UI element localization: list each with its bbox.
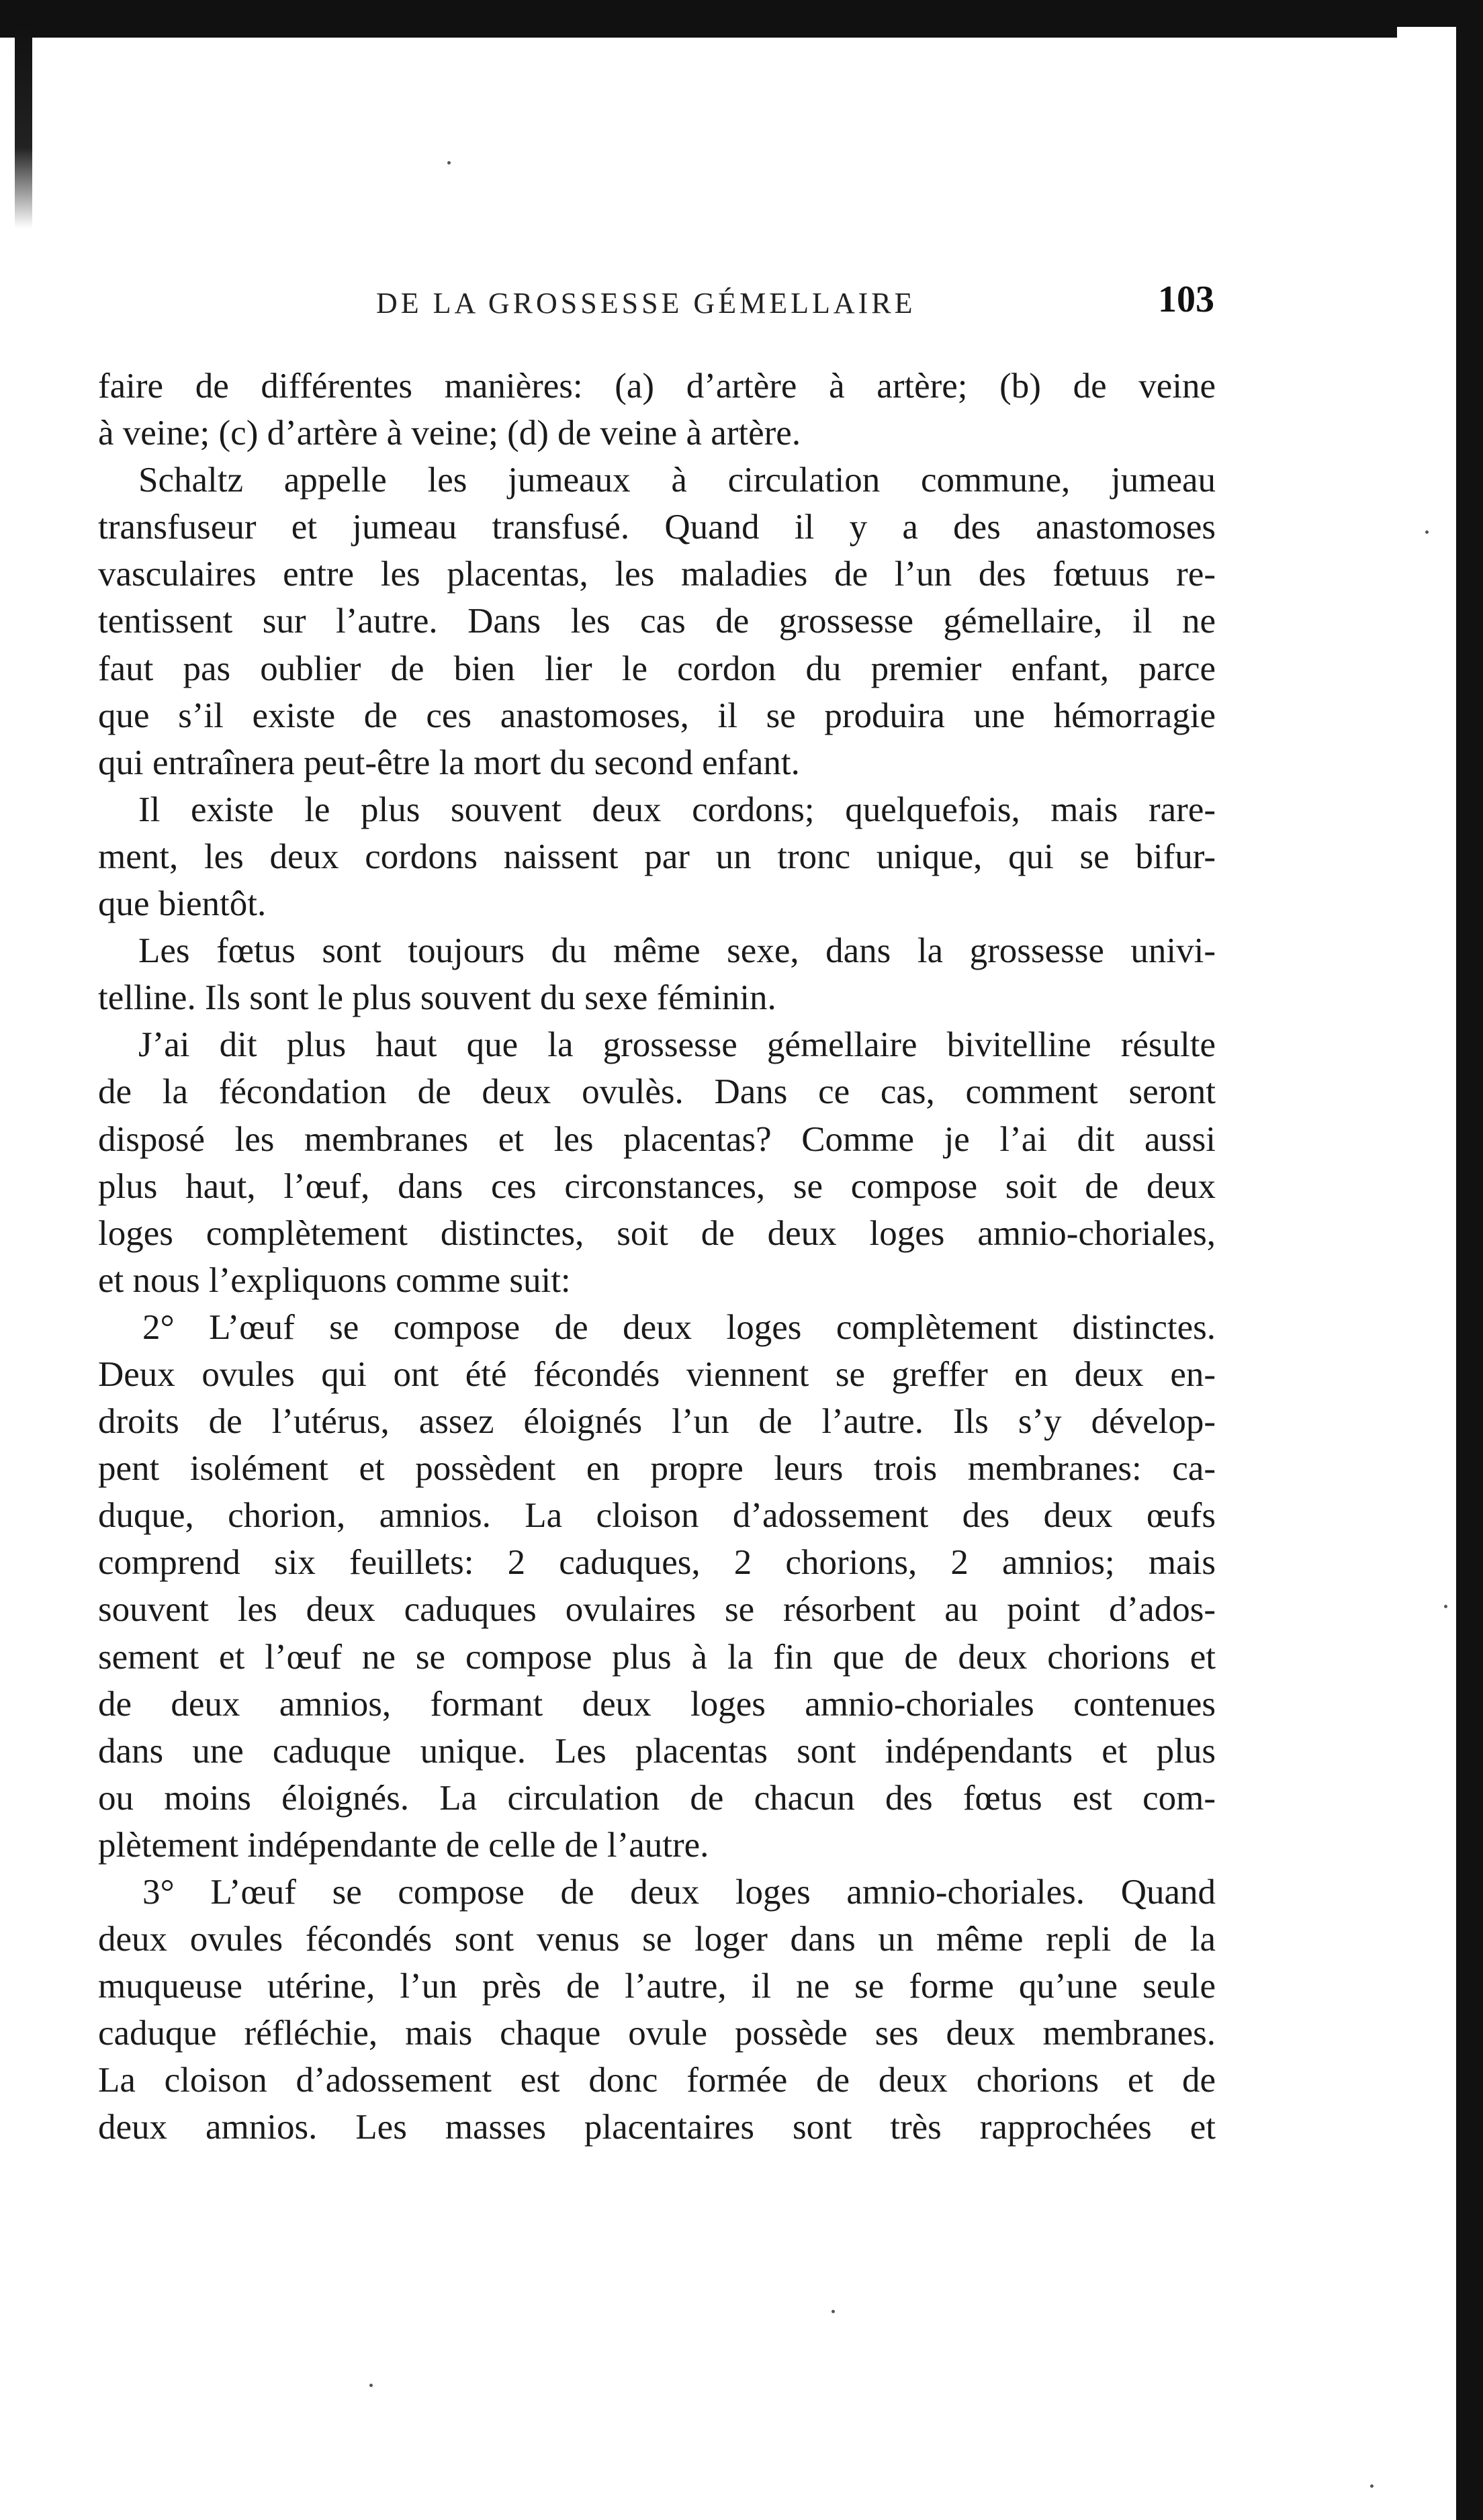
scan-border-top-inner: [0, 20, 1397, 38]
text-line: Il existe le plus souvent deux cordons; quelquefois, mais rare-: [138, 790, 1216, 829]
text-line: caduque réfléchie, mais chaque ovule possède ses deux membranes.: [98, 2014, 1216, 2053]
text-line: deux amnios. Les masses placentaires sont très rapprochées et: [98, 2108, 1216, 2147]
scan-border-right: [1456, 27, 1483, 2520]
text-line: faire de différentes manières: (a) d’artère à artère; (b) de veine: [98, 367, 1216, 406]
text-line: que bientôt.: [98, 884, 267, 924]
text-line: J’ai dit plus haut que la grossesse gémellaire bivitelline résulte: [138, 1025, 1216, 1065]
page-number: 103: [1158, 279, 1214, 320]
text-line: qui entraînera peut-être la mort du second enfant.: [98, 743, 800, 782]
text-line: vasculaires entre les placentas, les maladies de l’un des fœtuus re-: [98, 555, 1216, 594]
text-line: Les fœtus sont toujours du même sexe, dans la grossesse univi-: [138, 931, 1216, 971]
body-text: [98, 363, 1216, 2151]
running-head: DE LA GROSSESSE GÉMELLAIRE: [376, 287, 916, 320]
text-line: que s’il existe de ces anastomoses, il se produira une hémorragie: [98, 696, 1216, 735]
text-line: de deux amnios, formant deux loges amnio-choriales contenues: [98, 1684, 1216, 1724]
scan-border-left: [15, 27, 32, 228]
text-line: à veine; (c) d’artère à veine; (d) de veine à artère.: [98, 414, 801, 453]
text-line: tentissent sur l’autre. Dans les cas de grossesse gémellaire, il ne: [98, 602, 1216, 641]
text-line: loges complètement distinctes, soit de deux loges amnio-choriales,: [98, 1213, 1216, 1253]
text-line: pent isolément et possèdent en propre leurs trois membranes: ca-: [98, 1449, 1216, 1489]
text-line: muqueuse utérine, l’un près de l’autre, il ne se forme qu’une seule: [98, 1967, 1216, 2006]
text-line: transfuseur et jumeau transfusé. Quand il y a des anastomoses: [98, 508, 1216, 547]
text-line: et nous l’expliquons comme suit:: [98, 1260, 571, 1300]
text-line: plus haut, l’œuf, dans ces circonstances, se compose soit de deux: [98, 1166, 1216, 1206]
text-line: souvent les deux caduques ovulaires se résorbent au point d’ados-: [98, 1590, 1216, 1630]
text-line: Schaltz appelle les jumeaux à circulation commune, jumeau: [138, 461, 1216, 500]
text-line: deux ovules fécondés sont venus se loger dans un même repli de la: [98, 1920, 1216, 1959]
text-line: disposé les membranes et les placentas? Comme je l’ai dit aussi: [98, 1119, 1216, 1159]
text-line: comprend six feuillets: 2 caduques, 2 chorions, 2 amnios; mais: [98, 1543, 1216, 1583]
text-line: La cloison d’adossement est donc formée de deux chorions et de: [98, 2061, 1216, 2100]
text-line: faut pas oublier de bien lier le cordon du premier enfant, parce: [98, 649, 1216, 688]
text-line: ou moins éloignés. La circulation de chacun des fœtus est com-: [98, 1778, 1216, 1818]
text-line: sement et l’œuf ne se compose plus à la fin que de deux chorions et: [98, 1637, 1216, 1677]
text-line: 3° L’œuf se compose de deux loges amnio-choriales. Quand: [142, 1873, 1216, 1912]
text-line: 2° L’œuf se compose de deux loges complètement distinctes.: [142, 1307, 1216, 1347]
text-line: telline. Ils sont le plus souvent du sexe féminin.: [98, 978, 776, 1018]
text-line: de la fécondation de deux ovulès. Dans ce cas, comment seront: [98, 1072, 1216, 1112]
text-line: Deux ovules qui ont été fécondés viennent se greffer en deux en-: [98, 1354, 1216, 1394]
text-line: dans une caduque unique. Les placentas sont indépendants et plus: [98, 1731, 1216, 1771]
text-line: duque, chorion, amnios. La cloison d’adossement des deux œufs: [98, 1496, 1216, 1536]
text-line: ment, les deux cordons naissent par un tronc unique, qui se bifur-: [98, 837, 1216, 876]
text-line: droits de l’utérus, assez éloignés l’un de l’autre. Ils s’y dévelop-: [98, 1402, 1216, 1442]
text-line: plètement indépendante de celle de l’autre.: [98, 1825, 709, 1865]
